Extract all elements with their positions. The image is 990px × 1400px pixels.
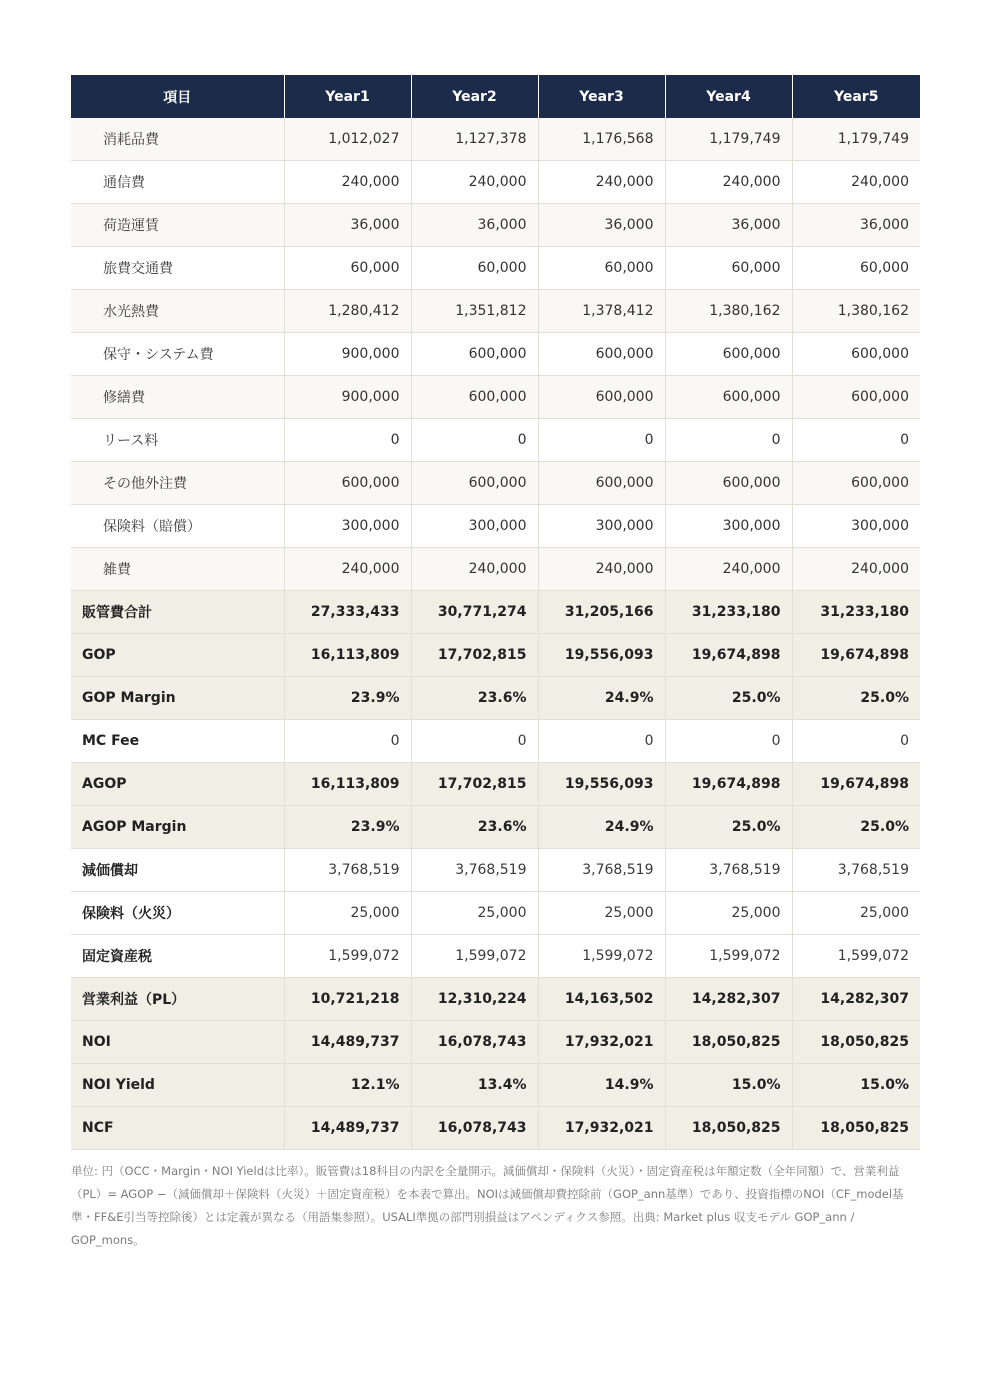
cell-year3: 31,205,166 (538, 591, 665, 634)
cell-year1: 3,768,519 (284, 849, 411, 892)
cell-year3: 1,378,412 (538, 290, 665, 333)
row-label: GOP (71, 634, 284, 677)
header-year2: Year2 (411, 75, 538, 118)
header-year5: Year5 (792, 75, 920, 118)
table-row (71, 376, 920, 419)
cell-year2: 60,000 (411, 247, 538, 290)
row-label: NOI Yield (71, 1064, 284, 1107)
cell-year2: 600,000 (411, 333, 538, 376)
cell-year5: 31,233,180 (792, 591, 920, 634)
cell-year2: 13.4% (411, 1064, 538, 1107)
row-label: 消耗品費 (71, 118, 284, 161)
row-label: 旅費交通費 (71, 247, 284, 290)
cell-year3: 300,000 (538, 505, 665, 548)
cell-year5: 18,050,825 (792, 1021, 920, 1064)
cell-year2: 12,310,224 (411, 978, 538, 1021)
cell-year5: 60,000 (792, 247, 920, 290)
row-label: 保守・システム費 (71, 333, 284, 376)
cell-year3: 600,000 (538, 462, 665, 505)
cell-year2: 30,771,274 (411, 591, 538, 634)
table-row (71, 892, 920, 935)
cell-year4: 1,380,162 (665, 290, 792, 333)
cell-year2: 0 (411, 720, 538, 763)
row-label: 営業利益（PL） (71, 978, 284, 1021)
cell-year5: 240,000 (792, 161, 920, 204)
row-label: その他外注費 (71, 462, 284, 505)
cell-year4: 14,282,307 (665, 978, 792, 1021)
cell-year4: 3,768,519 (665, 849, 792, 892)
cell-year5: 25.0% (792, 806, 920, 849)
cell-year5: 19,674,898 (792, 634, 920, 677)
cell-year2: 3,768,519 (411, 849, 538, 892)
cell-year2: 17,702,815 (411, 763, 538, 806)
cell-year4: 0 (665, 720, 792, 763)
cell-year4: 1,179,749 (665, 118, 792, 161)
cell-year2: 600,000 (411, 462, 538, 505)
cell-year3: 17,932,021 (538, 1107, 665, 1150)
cell-year4: 25.0% (665, 806, 792, 849)
cell-year1: 36,000 (284, 204, 411, 247)
table-row (71, 118, 920, 161)
cell-year4: 18,050,825 (665, 1107, 792, 1150)
cell-year1: 900,000 (284, 333, 411, 376)
cell-year1: 1,280,412 (284, 290, 411, 333)
cell-year2: 240,000 (411, 161, 538, 204)
cell-year3: 19,556,093 (538, 763, 665, 806)
cell-year3: 1,599,072 (538, 935, 665, 978)
cell-year4: 60,000 (665, 247, 792, 290)
cell-year1: 240,000 (284, 161, 411, 204)
cell-year5: 36,000 (792, 204, 920, 247)
table-row (71, 462, 920, 505)
row-label: 水光熱費 (71, 290, 284, 333)
cell-year1: 12.1% (284, 1064, 411, 1107)
cell-year3: 0 (538, 720, 665, 763)
row-label: 荷造運賃 (71, 204, 284, 247)
row-label: AGOP (71, 763, 284, 806)
table-row (71, 763, 920, 806)
cell-year4: 600,000 (665, 462, 792, 505)
table-row (71, 634, 920, 677)
cell-year4: 0 (665, 419, 792, 462)
cell-year2: 17,702,815 (411, 634, 538, 677)
cell-year3: 1,176,568 (538, 118, 665, 161)
table-row (71, 419, 920, 462)
cell-year3: 600,000 (538, 376, 665, 419)
row-label: MC Fee (71, 720, 284, 763)
cell-year5: 1,599,072 (792, 935, 920, 978)
cell-year2: 36,000 (411, 204, 538, 247)
cell-year1: 0 (284, 720, 411, 763)
cell-year1: 14,489,737 (284, 1021, 411, 1064)
cell-year1: 300,000 (284, 505, 411, 548)
cell-year5: 15.0% (792, 1064, 920, 1107)
cell-year5: 19,674,898 (792, 763, 920, 806)
table-body (71, 118, 920, 1150)
cell-year5: 3,768,519 (792, 849, 920, 892)
cell-year5: 300,000 (792, 505, 920, 548)
cell-year3: 14,163,502 (538, 978, 665, 1021)
table-row (71, 935, 920, 978)
cell-year4: 18,050,825 (665, 1021, 792, 1064)
cell-year4: 19,674,898 (665, 763, 792, 806)
pl-table (71, 75, 920, 1150)
table-row (71, 505, 920, 548)
row-label: 販管費合計 (71, 591, 284, 634)
table-row (71, 806, 920, 849)
cell-year3: 240,000 (538, 548, 665, 591)
table-row (71, 1021, 920, 1064)
cell-year5: 1,179,749 (792, 118, 920, 161)
cell-year5: 0 (792, 419, 920, 462)
cell-year5: 600,000 (792, 462, 920, 505)
cell-year2: 16,078,743 (411, 1021, 538, 1064)
cell-year4: 19,674,898 (665, 634, 792, 677)
table-row (71, 720, 920, 763)
cell-year5: 240,000 (792, 548, 920, 591)
cell-year3: 600,000 (538, 333, 665, 376)
table-row (71, 1064, 920, 1107)
row-label: NOI (71, 1021, 284, 1064)
table-row (71, 247, 920, 290)
header-year1: Year1 (284, 75, 411, 118)
cell-year1: 60,000 (284, 247, 411, 290)
cell-year4: 25,000 (665, 892, 792, 935)
row-label: GOP Margin (71, 677, 284, 720)
row-label: 修繕費 (71, 376, 284, 419)
row-label: 保険料（火災） (71, 892, 284, 935)
footnote: 単位: 円（OCC・Margin・NOI Yieldは比率）。販管費は18科目の内訳を全量開示。減価償却・保険料（火災）・固定資産税は年額定数（全年同額）で、営業利益（PL）= AGOP −（減価償却＋保険料（火災）＋固定資産税）を本表で算出。NOIは減価償却費控除前（GOP_ann基準）であり、投資指標のNOI（CF_model基準・FF&E引当等控除後）とは定義が異なる（用語集参照）。USALI準拠の部門別損益はアペンディクス参照。出典: Market plus 収支モデル GOP_ann / GOP_mons。 (71, 1164, 904, 1247)
cell-year1: 27,333,433 (284, 591, 411, 634)
row-label: 雑費 (71, 548, 284, 591)
cell-year1: 16,113,809 (284, 763, 411, 806)
cell-year2: 1,351,812 (411, 290, 538, 333)
cell-year3: 240,000 (538, 161, 665, 204)
cell-year3: 60,000 (538, 247, 665, 290)
cell-year5: 600,000 (792, 333, 920, 376)
cell-year5: 14,282,307 (792, 978, 920, 1021)
cell-year2: 25,000 (411, 892, 538, 935)
cell-year1: 25,000 (284, 892, 411, 935)
cell-year4: 600,000 (665, 333, 792, 376)
cell-year4: 31,233,180 (665, 591, 792, 634)
cell-year3: 0 (538, 419, 665, 462)
cell-year3: 36,000 (538, 204, 665, 247)
row-label: 固定資産税 (71, 935, 284, 978)
cell-year3: 24.9% (538, 677, 665, 720)
cell-year2: 1,599,072 (411, 935, 538, 978)
table-row (71, 161, 920, 204)
cell-year2: 0 (411, 419, 538, 462)
header-year3: Year3 (538, 75, 665, 118)
cell-year2: 1,127,378 (411, 118, 538, 161)
cell-year5: 0 (792, 720, 920, 763)
cell-year1: 1,012,027 (284, 118, 411, 161)
cell-year4: 15.0% (665, 1064, 792, 1107)
cell-year1: 1,599,072 (284, 935, 411, 978)
cell-year3: 19,556,093 (538, 634, 665, 677)
cell-year4: 240,000 (665, 161, 792, 204)
table-row (71, 290, 920, 333)
cell-year4: 25.0% (665, 677, 792, 720)
table-row (71, 204, 920, 247)
cell-year2: 16,078,743 (411, 1107, 538, 1150)
cell-year4: 36,000 (665, 204, 792, 247)
header-row (71, 75, 920, 118)
cell-year5: 600,000 (792, 376, 920, 419)
cell-year4: 240,000 (665, 548, 792, 591)
cell-year1: 23.9% (284, 677, 411, 720)
row-label: AGOP Margin (71, 806, 284, 849)
cell-year5: 25,000 (792, 892, 920, 935)
cell-year1: 900,000 (284, 376, 411, 419)
cell-year1: 23.9% (284, 806, 411, 849)
cell-year1: 0 (284, 419, 411, 462)
table-row (71, 333, 920, 376)
cell-year1: 16,113,809 (284, 634, 411, 677)
cell-year2: 23.6% (411, 677, 538, 720)
cell-year4: 1,599,072 (665, 935, 792, 978)
row-label: リース料 (71, 419, 284, 462)
cell-year3: 17,932,021 (538, 1021, 665, 1064)
cell-year2: 300,000 (411, 505, 538, 548)
cell-year5: 25.0% (792, 677, 920, 720)
table-row (71, 849, 920, 892)
row-label: NCF (71, 1107, 284, 1150)
row-label: 減価償却 (71, 849, 284, 892)
cell-year2: 600,000 (411, 376, 538, 419)
cell-year1: 14,489,737 (284, 1107, 411, 1150)
cell-year2: 240,000 (411, 548, 538, 591)
cell-year2: 23.6% (411, 806, 538, 849)
cell-year3: 25,000 (538, 892, 665, 935)
cell-year5: 18,050,825 (792, 1107, 920, 1150)
table-row (71, 1107, 920, 1150)
table-row (71, 978, 920, 1021)
row-label: 保険料（賠償） (71, 505, 284, 548)
header-year4: Year4 (665, 75, 792, 118)
cell-year1: 240,000 (284, 548, 411, 591)
cell-year1: 600,000 (284, 462, 411, 505)
cell-year4: 600,000 (665, 376, 792, 419)
cell-year1: 10,721,218 (284, 978, 411, 1021)
cell-year4: 300,000 (665, 505, 792, 548)
table-row (71, 548, 920, 591)
table-row (71, 591, 920, 634)
row-label: 通信費 (71, 161, 284, 204)
header-item: 項目 (71, 75, 284, 118)
cell-year3: 3,768,519 (538, 849, 665, 892)
table-row (71, 677, 920, 720)
cell-year3: 14.9% (538, 1064, 665, 1107)
cell-year5: 1,380,162 (792, 290, 920, 333)
cell-year3: 24.9% (538, 806, 665, 849)
